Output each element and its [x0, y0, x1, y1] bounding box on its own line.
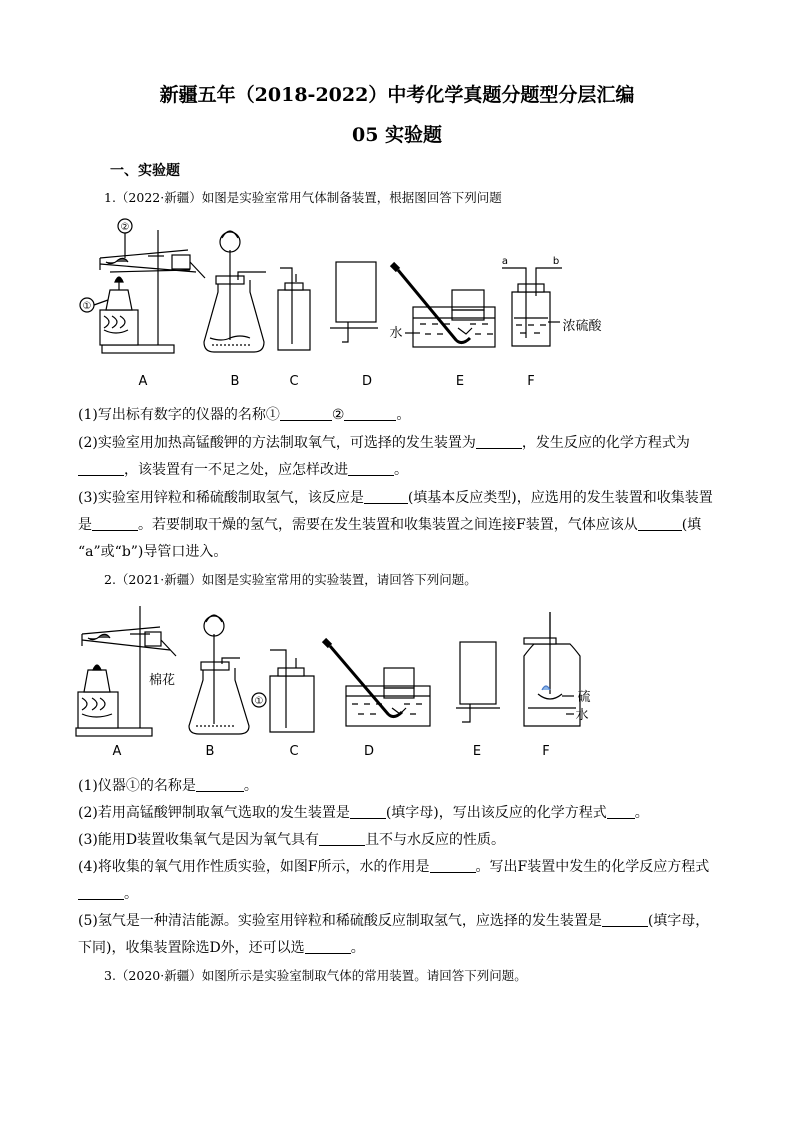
- apparatus-d-water-trough: [324, 640, 430, 726]
- q2-label-a: A: [112, 744, 122, 759]
- label-tube-b: b: [552, 256, 560, 267]
- label-marker-1: ①: [254, 696, 264, 707]
- label-sulfur: 硫: [577, 690, 591, 705]
- q2-part-2: (2)若用高锰酸钾制取氧气选取的发生装置是 (填字母)，写出该反应的化学方程式 。: [78, 805, 649, 821]
- section-heading: 一、实验题: [110, 163, 180, 179]
- question-1-heading: 1.（2022·新疆）如图是实验室常用气体制备装置，根据图回答下列问题: [104, 190, 502, 205]
- q2-label-c: C: [289, 744, 299, 759]
- document-subtitle: 05 实验题: [351, 124, 443, 146]
- apparatus-f-burning-sulfur-bottle: [524, 612, 580, 726]
- document-title: 新疆五年（2018-2022）中考化学真题分题型分层汇编: [159, 84, 635, 106]
- q1-part-2-line1: (2)实验室用加热高锰酸钾的方法制取氧气，可选择的发生装置为 ，发生反应的化学方程式为: [78, 435, 690, 451]
- q2-label-e: E: [472, 744, 482, 759]
- q2-part-1: (1)仪器①的名称是 。: [78, 778, 258, 794]
- apparatus-c-gas-bottle: [252, 650, 314, 732]
- q1-label-b: B: [230, 374, 240, 389]
- q1-part-3-line3: “a”或“b”)导管口进入。: [78, 544, 228, 560]
- q1-label-a: A: [138, 374, 148, 389]
- label-cotton: 棉花: [148, 673, 176, 688]
- q1-part-3-line1: (3)实验室用锌粒和稀硫酸制取氢气，该反应是 (填基本反应类型)，应选用的发生装置和收集装置: [78, 490, 713, 506]
- question-3-heading: 3.（2020·新疆）如图所示是实验室制取气体的常用装置。请回答下列问题。: [104, 968, 527, 983]
- label-marker-2: ②: [120, 222, 130, 233]
- q2-part-5-line1: (5)氢气是一种清洁能源。实验室用锌粒和稀硫酸反应制取氢气，应选择的发生装置是 (填字母，: [78, 913, 710, 929]
- q2-part-4-line2: 。: [78, 883, 138, 903]
- q2-part-4-line1: (4)将收集的氧气用作性质实验，如图F所示，水的作用是 。写出F装置中发生的化学反应方程式: [78, 859, 710, 875]
- q1-part-2-line2: ，该装置有一不足之处，应怎样改进 。: [78, 459, 408, 479]
- label-water: 水: [575, 708, 589, 723]
- q1-label-e: E: [455, 374, 465, 389]
- label-tube-a: a: [501, 256, 509, 267]
- q2-label-d: D: [363, 744, 374, 759]
- apparatus-e-downward-collection: [456, 642, 500, 722]
- apparatus-a-heating-setup: [76, 606, 176, 736]
- apparatus-b-flask-funnel: [189, 615, 249, 734]
- question-2-heading: 2.（2021·新疆）如图是实验室常用的实验装置，请回答下列问题。: [104, 572, 477, 587]
- q2-part-3: (3)能用D装置收集氧气是因为氧气具有 且不与水反应的性质。: [78, 832, 506, 848]
- label-marker-1: ①: [82, 301, 92, 312]
- q1-label-c: C: [289, 374, 299, 389]
- q1-label-f: F: [527, 374, 535, 389]
- q2-label-f: F: [542, 744, 550, 759]
- q1-part-3-line2: 是 。若要制取干燥的氢气，需要在发生装置和收集装置之间连接F装置，气体应该从 (填: [78, 517, 702, 533]
- q2-label-b: B: [205, 744, 215, 759]
- q1-label-d: D: [361, 374, 372, 389]
- q2-part-5-line2: 下同)，收集装置除选D外，还可以选 。: [78, 940, 365, 956]
- label-water: 水: [389, 326, 403, 341]
- q1-part-1: (1)写出标有数字的仪器的名称① ② 。: [78, 407, 411, 423]
- label-concentrated-sulfuric-acid: 浓硫酸: [562, 319, 602, 334]
